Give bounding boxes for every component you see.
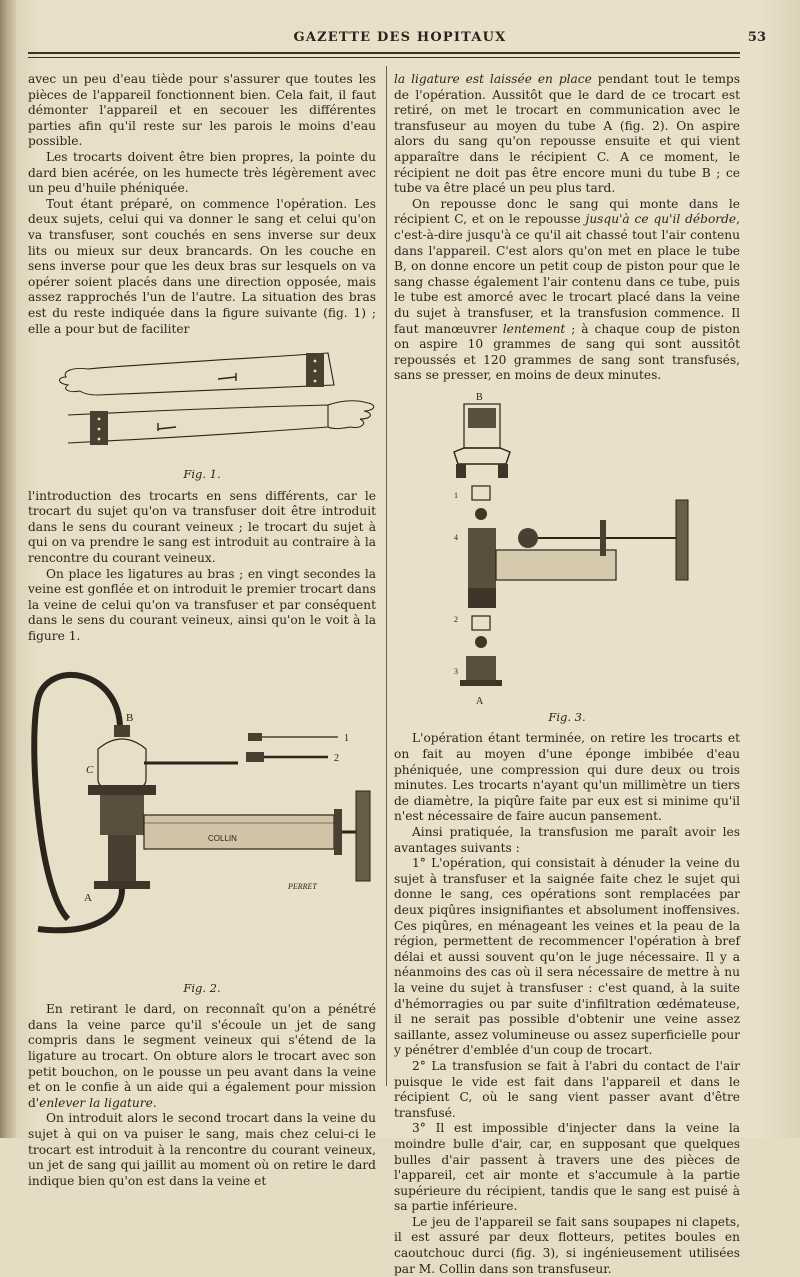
floater-ball-lower (475, 636, 487, 648)
label-2: 2 (334, 752, 339, 764)
paragraph: la ligature est laissée en place pendant tout le temps de l'opération. Aussitôt que le dard de ce trocart est retiré, on met le trocart en communication avec le transfuseur au moyen du tube A (fig. 2). On aspire alors du sang qu'on repousse ensuite et qui vient apparaître dans le récipient C. A ce moment, le récipient ne doit pas être encore muni du tube B ; ce tube va être placé un peu plus tard. (394, 72, 740, 196)
label-3: 3 (454, 666, 458, 676)
figure-caption: Fig. 2. (183, 980, 221, 995)
label-b: B (476, 391, 483, 403)
label-a: A (476, 695, 484, 707)
header-rule-thin (28, 57, 740, 58)
paragraph: 2° La transfusion se fait à l'abri du contact de l'air puisque le vide est fait dans l'appareil et dans le récipient C, où le sang vient passer avant d'être transfusé. (394, 1058, 740, 1120)
label-b: B (126, 711, 134, 724)
paragraph: 1° L'opération, qui consistait à dénuder la veine du sujet à transfuser et la saignée faite chez le sujet qui donne le sang, ces opérations sont remplacées par deux piqûres insignifiantes et absolument inoffensives. Ces piqûres, en ménageant les veines et la peau de la région, permettent de recommencer l'opération à bref délai et aussi souvent qu'on le juge nécessaire. Il y a néanmoins des cas où il sera nécessaire de mettre à nu la veine du sujet à transfuser : c'est quand, à la suite d'hémorragies ou par suite d'infiltration œdémateuse, il ne serait pas possible d'obtenir une veine assez saillante, assez volumineuse ou assez superficielle pour y pénétrer d'emblée d'un coup de trocart. (394, 856, 740, 1058)
paragraph: On repousse donc le sang qui monte dans le récipient C, et on le repousse jusqu'à ce qu'il déborde, c'est-à-dire jusqu'à ce qu'il ait chassé tout l'air contenu dans l'appareil. C'est alors qu'on met en place le tube B, on donne encore un petit coup de piston pour que le sang chasse également l'air contenu dans ce tube, puis le tube est amorcé avec le trocart placé dans la veine du sujet à transfuser, et la transfusion commence. Il faut manœuvrer lentement ; à chaque coup de piston on aspire 10 grammes de sang qui sont aussitôt repoussés et 120 grammes de sang sont transfusés, sans se presser, en moins de deux minutes. (394, 196, 741, 383)
apparatus-parts-illustration (394, 390, 740, 708)
label-4: 4 (454, 532, 458, 542)
left-column (28, 72, 376, 1189)
floater-ball-upper (475, 508, 487, 520)
paragraph: Tout étant préparé, on commence l'opération. Les deux sujets, celui qui va donner le sang et celui qu'on va transfuser, sont couchés en sens inverse sur deux lits ou mieux sur deux brancards. On les couche en sens inverse pour que les deux bras sur lesquels on va opérer soient placés dans une direction opposée, mais assez rapprochés l'un de l'autre. La situation des bras est du reste indiquée dans la figure suivante (fig. 1) ; elle a pour but de faciliter (28, 196, 376, 336)
figure-caption: Fig. 3. (548, 709, 586, 724)
transfuser-apparatus-illustration (28, 659, 376, 979)
paragraph: l'introduction des trocarts en sens différents, car le trocart du sujet qu'on va transfuser doit être introduit dans le sens du courant veineux ; le trocart du sujet à qui on va prendre le sang est introduit au contraire à la rencontre du courant veineux. (28, 488, 376, 566)
label-2: 2 (454, 614, 458, 624)
label-1: 1 (344, 732, 349, 744)
column-divider (386, 66, 387, 1086)
binding-spine (0, 0, 16, 1138)
paragraph: avec un peu d'eau tiède pour s'assurer que toutes les pièces de l'appareil fonctionnent bien. Cela fait, il faut démonter l'appareil et en secouer les différentes parties afin qu'il reste sur les parois le moins d'eau possible. (28, 72, 376, 149)
label-c: C (86, 763, 94, 776)
header-rule-thick (28, 52, 740, 54)
paragraph: En retirant le dard, on reconnaît qu'on a pénétré dans la veine parce qu'il s'écoule un jet de sang compris dans le segment veineux qui s'étend de la ligature au trocart. On obture alors le trocart avec son petit bouchon, on le pousse un peu avant dans la veine et on le confie à un aide qui a également pour mission d'enlever la ligature. (28, 1002, 376, 1110)
paragraph: On place les ligatures au bras ; en vingt secondes la veine est gonflée et on introduit le premier trocart dans la veine de celui qu'on va transfuser et par conséquent dans le sens du courant veineux, ainsi qu'on le voit à la figure 1. (28, 566, 376, 644)
paragraph: 3° Il est impossible d'injecter dans la veine la moindre bulle d'air, car, en supposant que quelques bulles d'air passent à travers une des pièces de l'appareil, cet air monte et s'accumule à la partie supérieure du récipient, tandis que le sang est puisé à sa partie inférieure. (394, 1121, 740, 1214)
maker-mark: COLLIN (208, 833, 237, 843)
running-header: GAZETTE DES HOPITAUX (293, 30, 507, 45)
right-column (394, 72, 740, 1277)
paragraph: Ainsi pratiquée, la transfusion me paraît avoir les avantages suivants : (394, 825, 740, 855)
engraver-signature: PERRET (288, 881, 317, 891)
figure-1 (28, 347, 376, 483)
paragraph: Le jeu de l'appareil se fait sans soupapes ni clapets, il est assuré par deux flotteurs, petites boules en caoutchouc durci (fig. 3), si ingénieusement utilisées par M. Collin dans son transfuseur. (394, 1214, 740, 1276)
label-1: 1 (454, 490, 458, 500)
page-number: 53 (747, 30, 766, 45)
arms-illustration (28, 347, 376, 465)
paragraph: On introduit alors le second trocart dans la veine du sujet à qui on va puiser le sang, mais chez celui-ci le trocart est introduit à la rencontre du courant veineux, un jet de sang qui jaillit au moment où on retire le dard indique bien qu'on est dans la veine et (28, 1111, 376, 1188)
figure-caption: Fig. 1. (183, 467, 221, 482)
paragraph: Les trocarts doivent être bien propres, la pointe du dard bien acérée, on les humecte très légèrement avec un peu d'huile phéniquée. (28, 149, 376, 196)
paragraph: L'opération étant terminée, on retire les trocarts et on fait au moyen d'une éponge imbibée d'eau phéniquée, une compression qui dure deux ou trois minutes. Les trocarts n'ayant qu'un millimètre un tiers de diamètre, la piqûre faite par eux est si minime qu'il n'est nécessaire de faire aucun pansement. (394, 731, 740, 824)
figure-3 (394, 390, 740, 726)
figure-2 (28, 659, 376, 997)
label-a: A (84, 891, 92, 904)
